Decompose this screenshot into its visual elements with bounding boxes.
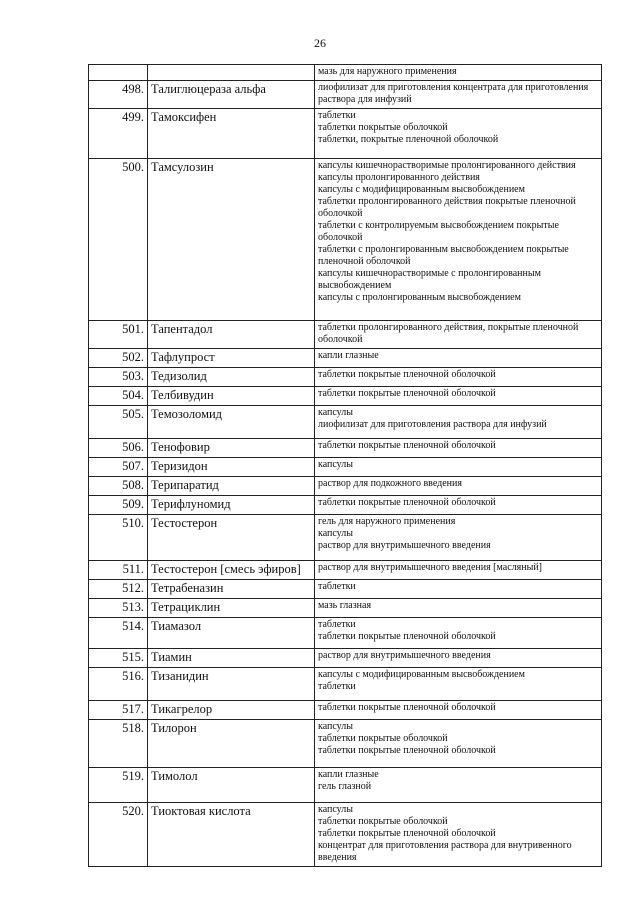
dosage-form: раствор для внутримышечного введения — [318, 540, 491, 551]
drug-name: Тизанидин — [148, 668, 315, 701]
drug-name: Тенофовир — [148, 439, 315, 458]
row-number: 511. — [89, 561, 148, 580]
dosage-forms — [315, 65, 602, 81]
dosage-form: капсулы пролонгированного действия — [318, 172, 480, 183]
dosage-form: мазь для наружного применения — [318, 66, 457, 77]
dosage-form: таблетки, покрытые пленочной оболочкой — [318, 134, 499, 145]
table-row — [89, 65, 602, 81]
dosage-form: таблетки покрытые пленочной оболочкой — [318, 369, 496, 380]
dosage-form: таблетки покрытые пленочной оболочкой — [318, 828, 496, 839]
dosage-form: раствор для внутримышечного введения — [318, 650, 491, 661]
table-row — [89, 768, 602, 803]
dosage-forms — [315, 387, 602, 406]
dosage-forms — [315, 599, 602, 618]
dosage-forms — [315, 701, 602, 720]
row-number: 516. — [89, 668, 148, 701]
drug-name: Телбивудин — [148, 387, 315, 406]
dosage-forms — [315, 668, 602, 701]
dosage-forms — [315, 515, 602, 561]
drug-name: Тедизолид — [148, 368, 315, 387]
drug-name: Терипаратид — [148, 477, 315, 496]
table-row — [89, 561, 602, 580]
dosage-form: мазь глазная — [318, 600, 372, 611]
row-number: 514. — [89, 618, 148, 649]
dosage-forms — [315, 768, 602, 803]
dosage-form: таблетки покрытые пленочной оболочкой — [318, 388, 496, 399]
table-row — [89, 368, 602, 387]
dosage-forms — [315, 618, 602, 649]
dosage-form: таблетки — [318, 681, 356, 692]
dosage-forms — [315, 349, 602, 368]
dosage-forms — [315, 81, 602, 109]
table-row — [89, 599, 602, 618]
dosage-forms — [315, 561, 602, 580]
row-number: 502. — [89, 349, 148, 368]
dosage-forms — [315, 477, 602, 496]
row-number: 510. — [89, 515, 148, 561]
table-row — [89, 349, 602, 368]
table-row — [89, 109, 602, 159]
dosage-forms — [315, 496, 602, 515]
dosage-forms — [315, 368, 602, 387]
dosage-form: капсулы с пролонгированным высвобождением — [318, 292, 521, 303]
drug-name: Тимолол — [148, 768, 315, 803]
row-number: 518. — [89, 720, 148, 768]
drug-name: Тиоктовая кислота — [148, 803, 315, 867]
drug-name: Теризидон — [148, 458, 315, 477]
table-row — [89, 496, 602, 515]
table-row — [89, 439, 602, 458]
drug-name — [148, 65, 315, 81]
table-row — [89, 803, 602, 867]
dosage-forms — [315, 159, 602, 321]
dosage-form: таблетки покрытые пленочной оболочкой — [318, 702, 496, 713]
row-number: 512. — [89, 580, 148, 599]
dosage-form: капсулы — [318, 528, 353, 539]
dosage-forms — [315, 406, 602, 439]
dosage-form: таблетки пролонгированного действия покрытые пленочной оболочкой — [318, 196, 576, 219]
page-number: 26 — [314, 36, 326, 50]
dosage-form: таблетки покрытые пленочной оболочкой — [318, 440, 496, 451]
dosage-form: таблетки с контролируемым высвобождением покрытые оболочкой — [318, 220, 559, 243]
table-row — [89, 81, 602, 109]
table-row — [89, 701, 602, 720]
table-row — [89, 477, 602, 496]
row-number: 499. — [89, 109, 148, 159]
dosage-form: капсулы — [318, 407, 353, 418]
drug-name: Тамоксифен — [148, 109, 315, 159]
dosage-forms — [315, 803, 602, 867]
dosage-form: раствор для внутримышечного введения [масляный] — [318, 562, 542, 573]
dosage-form: концентрат для приготовления раствора для внутривенного введения — [318, 840, 572, 863]
drug-table — [88, 64, 602, 867]
dosage-form: гель глазной — [318, 781, 372, 792]
table-row — [89, 668, 602, 701]
dosage-form: лиофилизат для приготовления концентрата для приготовления раствора для инфузий — [318, 82, 589, 105]
drug-name: Тестостерон [смесь эфиров] — [148, 561, 315, 580]
dosage-form: лиофилизат для приготовления раствора для инфузий — [318, 419, 547, 430]
dosage-form: таблетки покрытые пленочной оболочкой — [318, 631, 496, 642]
row-number: 506. — [89, 439, 148, 458]
drug-name: Тестостерон — [148, 515, 315, 561]
dosage-form: таблетки покрытые пленочной оболочкой — [318, 745, 496, 756]
dosage-form: капли глазные — [318, 350, 379, 361]
dosage-form: капсулы — [318, 459, 353, 470]
table-row — [89, 458, 602, 477]
dosage-form: капсулы — [318, 721, 353, 732]
dosage-forms — [315, 439, 602, 458]
table-row — [89, 387, 602, 406]
dosage-form: капсулы с модифицированным высвобождением — [318, 669, 525, 680]
row-number: 500. — [89, 159, 148, 321]
table-row — [89, 618, 602, 649]
row-number: 498. — [89, 81, 148, 109]
row-number: 508. — [89, 477, 148, 496]
row-number: 515. — [89, 649, 148, 668]
row-number: 520. — [89, 803, 148, 867]
table-row — [89, 406, 602, 439]
drug-name: Тикагрелор — [148, 701, 315, 720]
table-row — [89, 720, 602, 768]
dosage-form: таблетки покрытые оболочкой — [318, 733, 448, 744]
row-number — [89, 65, 148, 81]
dosage-form: капсулы — [318, 804, 353, 815]
drug-name: Темозоломид — [148, 406, 315, 439]
row-number: 503. — [89, 368, 148, 387]
drug-name: Тетрациклин — [148, 599, 315, 618]
dosage-form: капли глазные — [318, 769, 379, 780]
drug-name: Терифлуномид — [148, 496, 315, 515]
row-number: 509. — [89, 496, 148, 515]
table-row — [89, 159, 602, 321]
dosage-form: таблетки покрытые пленочной оболочкой — [318, 497, 496, 508]
row-number: 517. — [89, 701, 148, 720]
drug-name: Тамсулозин — [148, 159, 315, 321]
dosage-form: таблетки покрытые оболочкой — [318, 122, 448, 133]
row-number: 519. — [89, 768, 148, 803]
row-number: 505. — [89, 406, 148, 439]
dosage-form: таблетки покрытые оболочкой — [318, 816, 448, 827]
dosage-forms — [315, 321, 602, 349]
dosage-form: таблетки — [318, 619, 356, 630]
dosage-form: таблетки с пролонгированным высвобождением покрытые пленочной оболочкой — [318, 244, 569, 267]
dosage-form: капсулы с модифицированным высвобождением — [318, 184, 525, 195]
dosage-form: таблетки — [318, 110, 356, 121]
dosage-forms — [315, 109, 602, 159]
drug-name: Тиамазол — [148, 618, 315, 649]
row-number: 513. — [89, 599, 148, 618]
table-row — [89, 321, 602, 349]
drug-name: Талиглюцераза альфа — [148, 81, 315, 109]
drug-name: Тафлупрост — [148, 349, 315, 368]
dosage-forms — [315, 720, 602, 768]
drug-name: Тиамин — [148, 649, 315, 668]
table-row — [89, 649, 602, 668]
dosage-forms — [315, 458, 602, 477]
dosage-form: раствор для подкожного введения — [318, 478, 462, 489]
dosage-forms — [315, 649, 602, 668]
row-number: 501. — [89, 321, 148, 349]
drug-name: Тапентадол — [148, 321, 315, 349]
dosage-form: таблетки пролонгированного действия, покрытые пленочной оболочкой — [318, 322, 579, 345]
drug-name: Тетрабеназин — [148, 580, 315, 599]
dosage-form: капсулы кишечнорастворимые с пролонгированным высвобождением — [318, 268, 541, 291]
dosage-form: гель для наружного применения — [318, 516, 456, 527]
table-row — [89, 515, 602, 561]
table-row — [89, 580, 602, 599]
row-number: 504. — [89, 387, 148, 406]
dosage-form: капсулы кишечнорастворимые пролонгированного действия — [318, 160, 576, 171]
dosage-forms — [315, 580, 602, 599]
row-number: 507. — [89, 458, 148, 477]
dosage-form: таблетки — [318, 581, 356, 592]
drug-name: Тилорон — [148, 720, 315, 768]
